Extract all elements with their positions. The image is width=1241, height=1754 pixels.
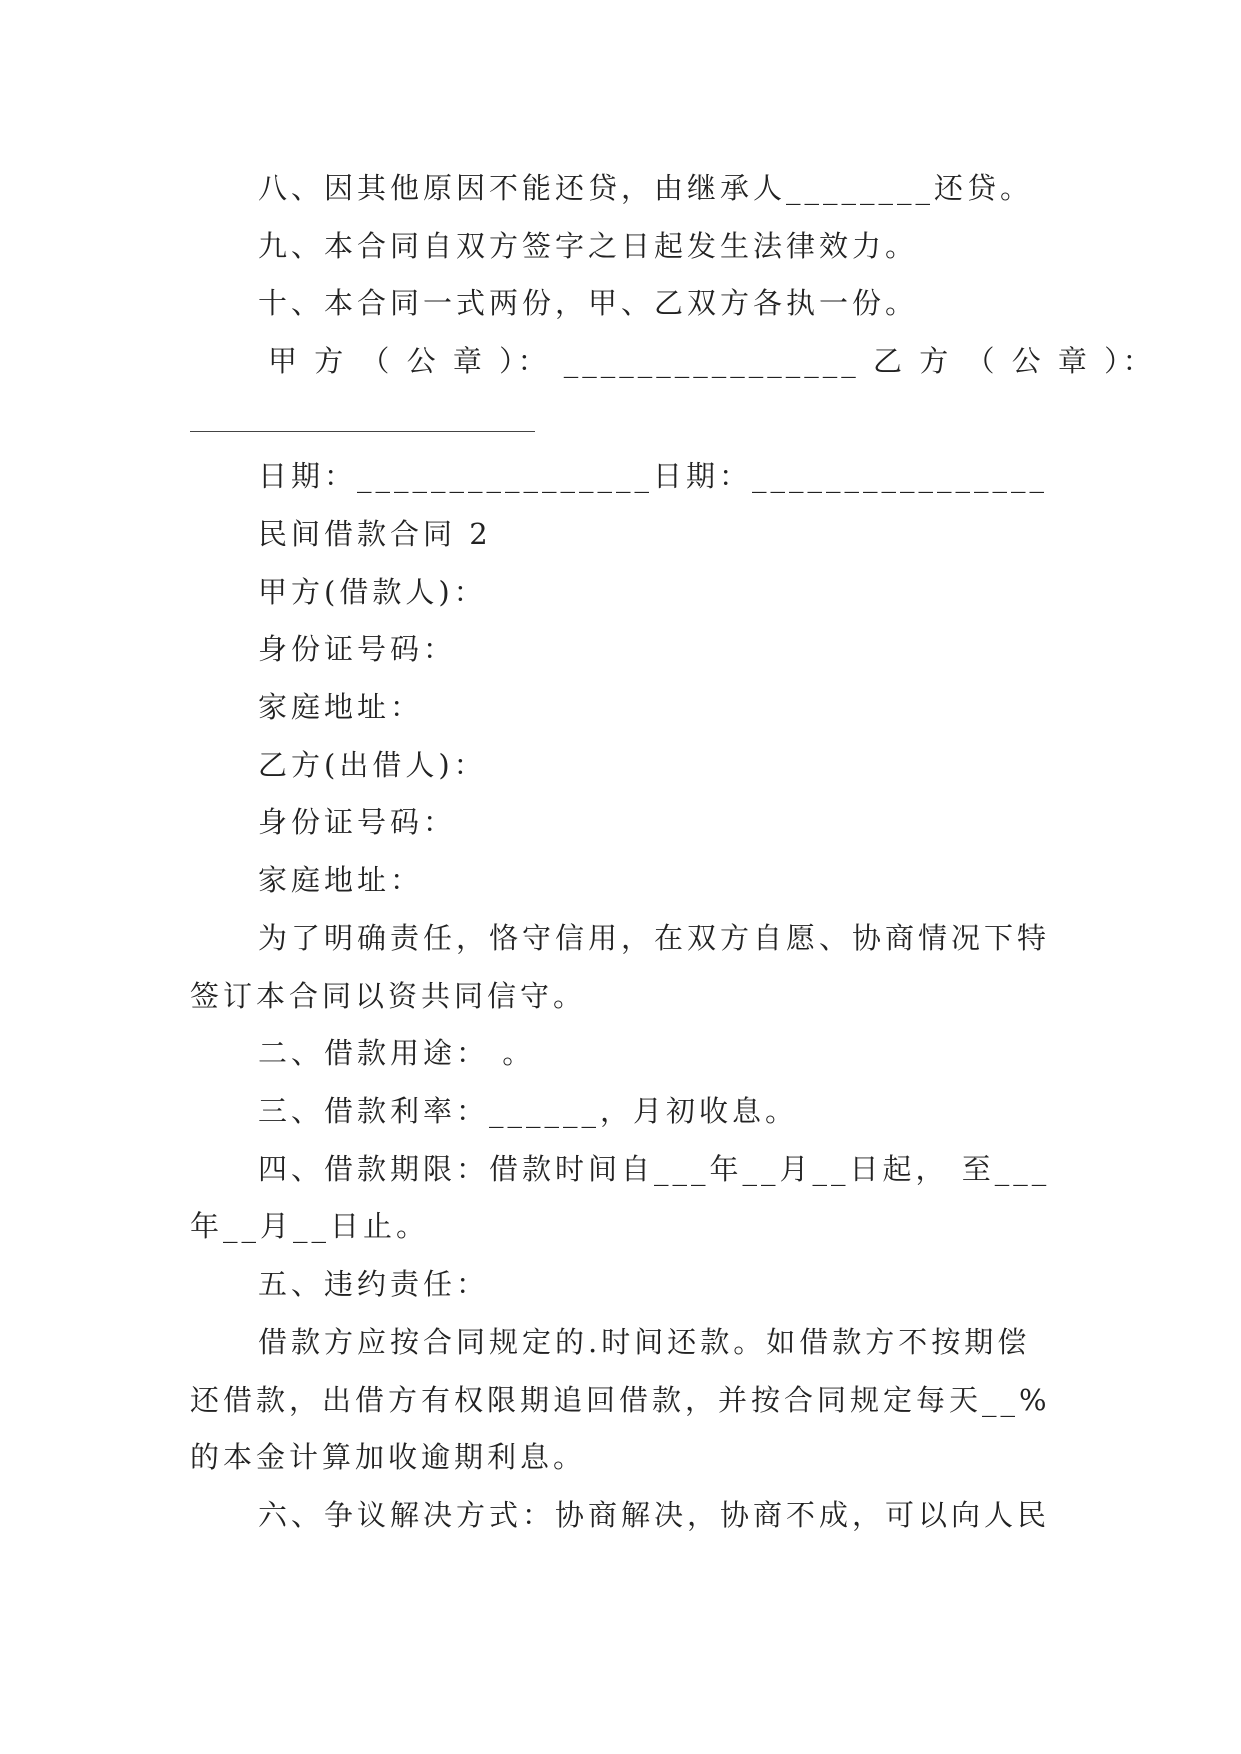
clause-3-rate: 三、借款利率：______，月初收息。 — [258, 1094, 799, 1128]
party-b-address: 家庭地址： — [258, 863, 424, 897]
signature-underline — [190, 431, 535, 432]
party-a-address: 家庭地址： — [258, 690, 424, 724]
signature-date-line: 日期：________________日期：________________ — [258, 459, 1049, 493]
party-b-id: 身份证号码： — [258, 805, 457, 839]
party-a-label: 甲方(借款人)： — [258, 575, 487, 609]
clause-8: 八、因其他原因不能还贷，由继承人________还贷。 — [258, 171, 1034, 205]
liability-line-1: 借款方应按合同规定的.时间还款。如借款方不按期偿 — [258, 1325, 1031, 1359]
clause-5-liability: 五、违约责任： — [258, 1267, 490, 1301]
party-a-id: 身份证号码： — [258, 632, 457, 666]
clause-4-term-line-2: 年__月__日止。 — [190, 1209, 430, 1243]
signature-line-seal: 甲 方 （ 公 章 ）： ________________ 乙 方 （ 公 章 ）： — [268, 344, 1156, 378]
preamble-line-2: 签订本合同以资共同信守。 — [190, 979, 587, 1013]
clause-10: 十、本合同一式两份，甲、乙双方各执一份。 — [258, 286, 919, 320]
contract-heading: 民间借款合同 2 — [258, 517, 492, 551]
clause-2-purpose: 二、借款用途： 。 — [258, 1036, 536, 1070]
clause-9: 九、本合同自双方签字之日起发生法律效力。 — [258, 229, 919, 263]
liability-line-3: 的本金计算加收逾期利息。 — [190, 1440, 587, 1474]
clause-4-term-line-1: 四、借款期限：借款时间自___年__月__日起， 至___ — [258, 1152, 1051, 1186]
liability-line-2: 还借款，出借方有权限期追回借款，并按合同规定每天__% — [190, 1383, 1051, 1417]
party-b-label: 乙方(出借人)： — [258, 748, 487, 782]
clause-6-dispute: 六、争议解决方式：协商解决，协商不成，可以向人民 — [258, 1498, 1051, 1532]
preamble-line-1: 为了明确责任，恪守信用，在双方自愿、协商情况下特 — [258, 921, 1051, 955]
